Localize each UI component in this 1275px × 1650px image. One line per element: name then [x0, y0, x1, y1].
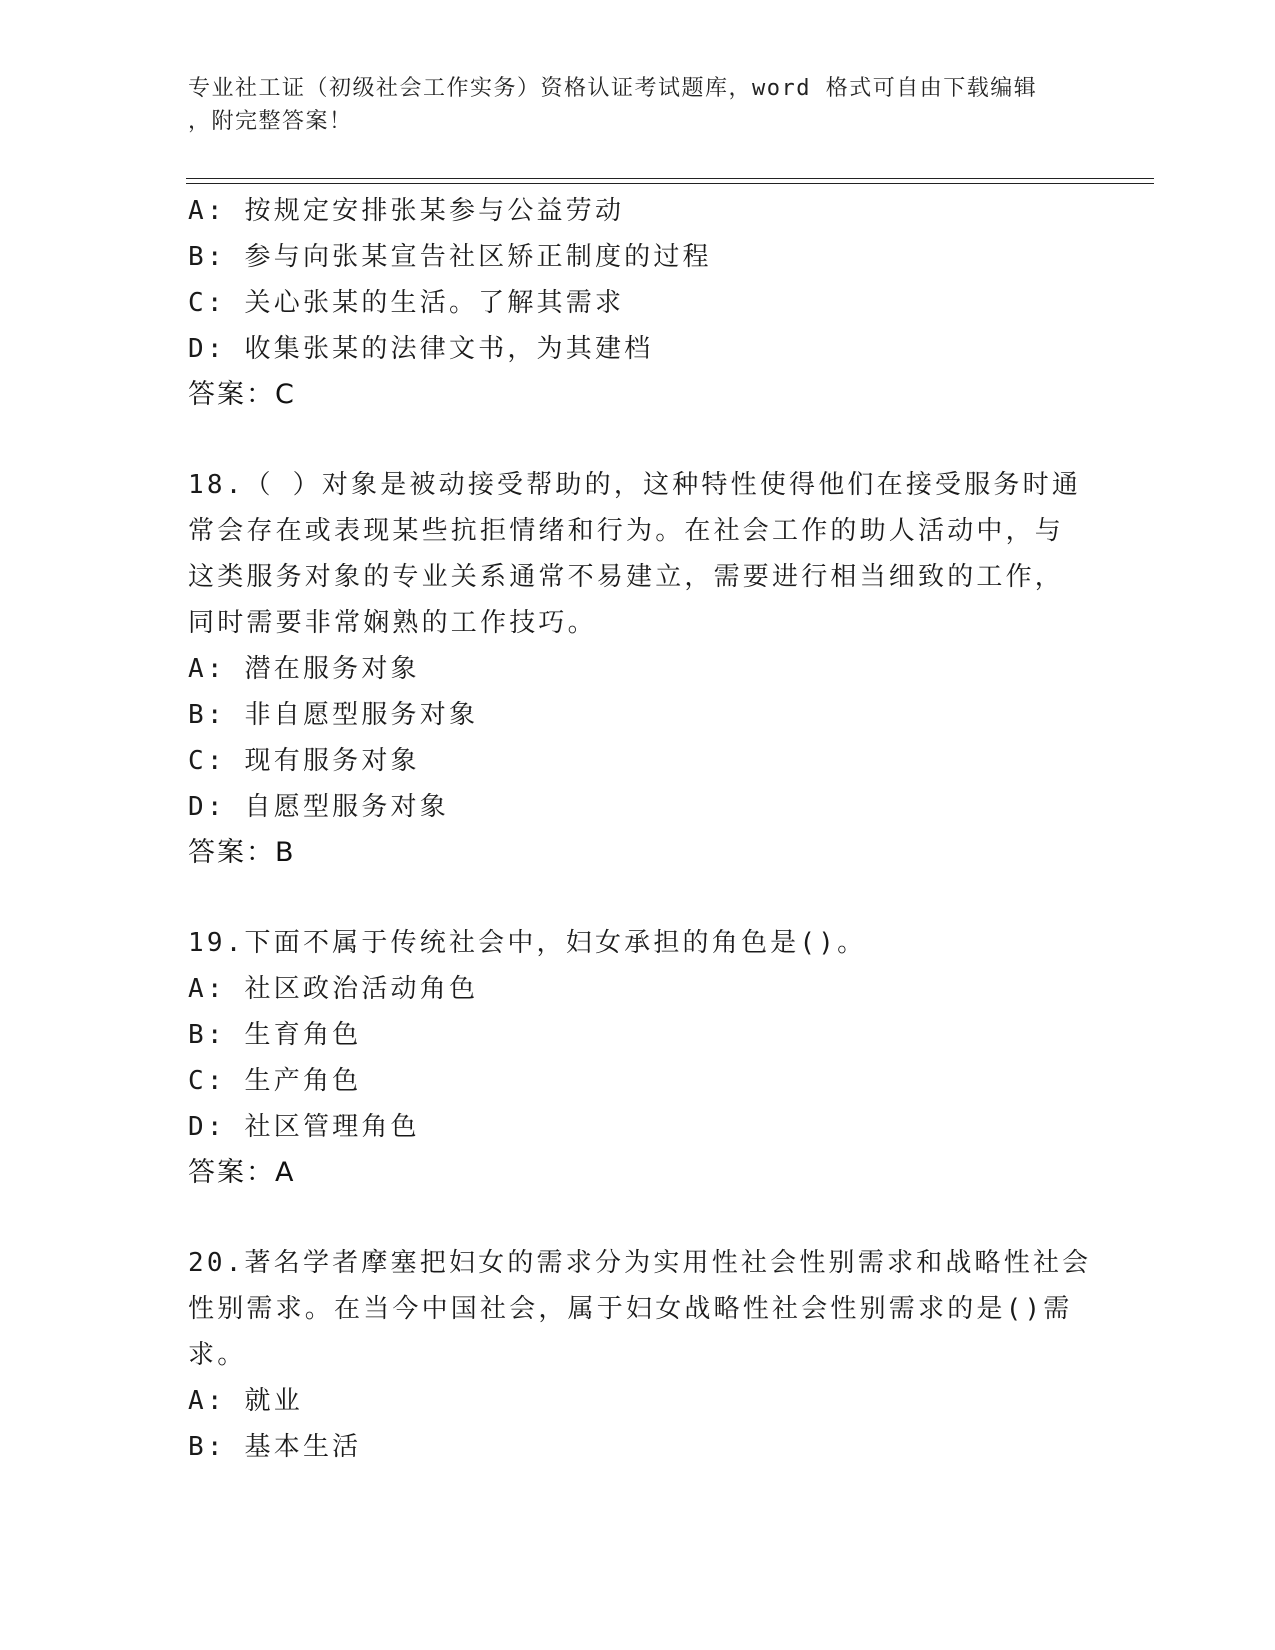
option-c: C: 现有服务对象 [188, 746, 420, 776]
option-c: C: 生产角色 [188, 1066, 362, 1096]
header-line-2: ，附完整答案！ [188, 109, 353, 134]
question-text-line: 19.下面不属于传统社会中，妇女承担的角色是()。 [188, 928, 867, 958]
header-line-1: 专业社工证（初级社会工作实务）资格认证考试题库，word 格式可自由下载编辑 [188, 76, 1038, 101]
question-text-line: 这类服务对象的专业关系通常不易建立，需要进行相当细致的工作， [188, 562, 1065, 592]
option-d: D: 收集张某的法律文书，为其建档 [188, 334, 654, 364]
option-a: A: 就业 [188, 1386, 303, 1416]
document-header [188, 72, 1068, 138]
option-a: A: 按规定安排张某参与公益劳动 [188, 196, 625, 226]
question-19 [188, 920, 1088, 1196]
answer-line: 答案：C [188, 379, 296, 410]
header-divider-top [186, 178, 1154, 179]
question-20 [188, 1240, 1092, 1470]
option-a: A: 潜在服务对象 [188, 654, 420, 684]
option-b: B: 基本生活 [188, 1432, 362, 1462]
option-c: C: 关心张某的生活。了解其需求 [188, 288, 625, 318]
question-text-line: 性别需求。在当今中国社会，属于妇女战略性社会性别需求的是()需 [188, 1294, 1073, 1324]
header-divider-bottom [186, 183, 1154, 184]
question-spacer [188, 418, 1088, 462]
question-text-line: 求。 [188, 1340, 247, 1370]
option-b: B: 非自愿型服务对象 [188, 700, 479, 730]
question-content [188, 188, 1092, 1470]
answer-line: 答案：A [188, 1157, 296, 1188]
option-d: D: 自愿型服务对象 [188, 792, 449, 822]
option-d: D: 社区管理角色 [188, 1112, 420, 1142]
answer-line: 答案：B [188, 837, 296, 868]
option-b: B: 参与向张某宣告社区矫正制度的过程 [188, 242, 712, 272]
option-a: A: 社区政治活动角色 [188, 974, 479, 1004]
question-text-line: 同时需要非常娴熟的工作技巧。 [188, 608, 597, 638]
prev-question [188, 188, 1088, 418]
question-text-line: 18.（ ）对象是被动接受帮助的，这种特性使得他们在接受服务时通 [188, 470, 1082, 500]
question-text-line: 20.著名学者摩塞把妇女的需求分为实用性社会性别需求和战略性社会 [188, 1248, 1092, 1278]
question-spacer [188, 876, 1088, 920]
option-b: B: 生育角色 [188, 1020, 362, 1050]
question-18 [188, 462, 1088, 876]
question-text-line: 常会存在或表现某些抗拒情绪和行为。在社会工作的助人活动中，与 [188, 516, 1065, 546]
question-spacer [188, 1196, 1088, 1240]
